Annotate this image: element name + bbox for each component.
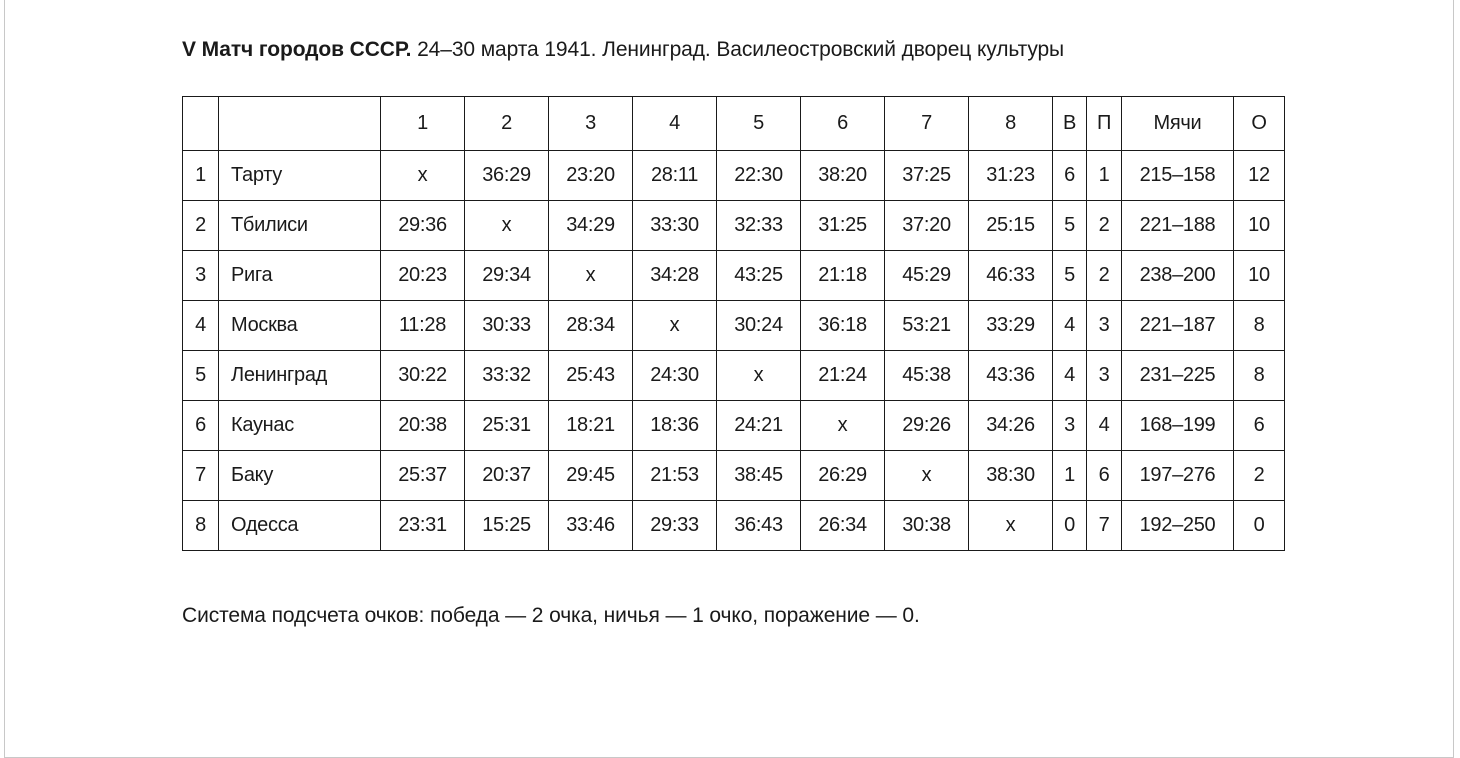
wins: 0 bbox=[1053, 501, 1087, 551]
header-cell: 8 bbox=[969, 97, 1053, 151]
match-result: 46:33 bbox=[969, 251, 1053, 301]
match-result: 53:21 bbox=[885, 301, 969, 351]
losses: 2 bbox=[1087, 201, 1122, 251]
header-cell: О bbox=[1234, 97, 1285, 151]
table-row bbox=[183, 501, 1285, 551]
header-cell: 4 bbox=[633, 97, 717, 151]
header-cell bbox=[183, 97, 219, 151]
match-result: 29:36 bbox=[381, 201, 465, 251]
match-result: 33:46 bbox=[549, 501, 633, 551]
table-row bbox=[183, 251, 1285, 301]
scoring-footnote: Система подсчета очков: победа — 2 очка, ничья — 1 очко, поражение — 0. bbox=[182, 604, 920, 627]
row-number: 7 bbox=[183, 451, 219, 501]
row-number: 8 bbox=[183, 501, 219, 551]
match-result: 29:26 bbox=[885, 401, 969, 451]
balls: 197–276 bbox=[1122, 451, 1234, 501]
header-row bbox=[183, 97, 1285, 151]
header-cell: 1 bbox=[381, 97, 465, 151]
city-name: Каунас bbox=[219, 401, 381, 451]
match-result: 25:37 bbox=[381, 451, 465, 501]
match-result: 31:23 bbox=[969, 151, 1053, 201]
match-result: 25:43 bbox=[549, 351, 633, 401]
table-row bbox=[183, 151, 1285, 201]
match-result: 23:20 bbox=[549, 151, 633, 201]
match-result: 36:18 bbox=[801, 301, 885, 351]
heading-bold: V Матч городов СССР. bbox=[182, 38, 412, 61]
city-name: Тбилиси bbox=[219, 201, 381, 251]
header-cell: П bbox=[1087, 97, 1122, 151]
wins: 5 bbox=[1053, 251, 1087, 301]
page-heading bbox=[182, 36, 1064, 64]
match-result: 30:33 bbox=[465, 301, 549, 351]
match-result: 33:32 bbox=[465, 351, 549, 401]
match-result: 43:36 bbox=[969, 351, 1053, 401]
match-result: 20:23 bbox=[381, 251, 465, 301]
match-result: 21:24 bbox=[801, 351, 885, 401]
table-row bbox=[183, 351, 1285, 401]
match-result: x bbox=[465, 201, 549, 251]
table-row bbox=[183, 401, 1285, 451]
match-result: 25:15 bbox=[969, 201, 1053, 251]
row-number: 3 bbox=[183, 251, 219, 301]
match-result: 18:36 bbox=[633, 401, 717, 451]
match-result: 34:29 bbox=[549, 201, 633, 251]
points: 10 bbox=[1234, 251, 1285, 301]
header-cell: 3 bbox=[549, 97, 633, 151]
points: 2 bbox=[1234, 451, 1285, 501]
match-result: 28:11 bbox=[633, 151, 717, 201]
match-result: 26:29 bbox=[801, 451, 885, 501]
balls: 221–187 bbox=[1122, 301, 1234, 351]
losses: 2 bbox=[1087, 251, 1122, 301]
header-cell: 7 bbox=[885, 97, 969, 151]
match-result: 21:53 bbox=[633, 451, 717, 501]
wins: 6 bbox=[1053, 151, 1087, 201]
wins: 3 bbox=[1053, 401, 1087, 451]
balls: 168–199 bbox=[1122, 401, 1234, 451]
city-name: Ленинград bbox=[219, 351, 381, 401]
points: 12 bbox=[1234, 151, 1285, 201]
match-result: x bbox=[717, 351, 801, 401]
balls: 215–158 bbox=[1122, 151, 1234, 201]
match-result: 34:26 bbox=[969, 401, 1053, 451]
losses: 7 bbox=[1087, 501, 1122, 551]
row-number: 6 bbox=[183, 401, 219, 451]
match-result: 26:34 bbox=[801, 501, 885, 551]
header-cell: В bbox=[1053, 97, 1087, 151]
points: 0 bbox=[1234, 501, 1285, 551]
match-result: 25:31 bbox=[465, 401, 549, 451]
match-result: x bbox=[885, 451, 969, 501]
row-number: 4 bbox=[183, 301, 219, 351]
balls: 231–225 bbox=[1122, 351, 1234, 401]
losses: 1 bbox=[1087, 151, 1122, 201]
match-result: 36:29 bbox=[465, 151, 549, 201]
points: 8 bbox=[1234, 301, 1285, 351]
match-result: 20:37 bbox=[465, 451, 549, 501]
match-result: x bbox=[801, 401, 885, 451]
match-result: 45:29 bbox=[885, 251, 969, 301]
balls: 221–188 bbox=[1122, 201, 1234, 251]
match-result: 28:34 bbox=[549, 301, 633, 351]
match-result: 37:20 bbox=[885, 201, 969, 251]
match-result: 43:25 bbox=[717, 251, 801, 301]
wins: 4 bbox=[1053, 301, 1087, 351]
match-result: 29:34 bbox=[465, 251, 549, 301]
match-result: 29:33 bbox=[633, 501, 717, 551]
match-result: 15:25 bbox=[465, 501, 549, 551]
losses: 3 bbox=[1087, 351, 1122, 401]
losses: 3 bbox=[1087, 301, 1122, 351]
match-result: 32:33 bbox=[717, 201, 801, 251]
match-result: 34:28 bbox=[633, 251, 717, 301]
points: 6 bbox=[1234, 401, 1285, 451]
header-cell: 5 bbox=[717, 97, 801, 151]
match-result: 31:25 bbox=[801, 201, 885, 251]
match-result: 36:43 bbox=[717, 501, 801, 551]
match-result: 22:30 bbox=[717, 151, 801, 201]
losses: 6 bbox=[1087, 451, 1122, 501]
match-result: 11:28 bbox=[381, 301, 465, 351]
row-number: 5 bbox=[183, 351, 219, 401]
header-cell bbox=[219, 97, 381, 151]
city-name: Баку bbox=[219, 451, 381, 501]
table-row bbox=[183, 301, 1285, 351]
balls: 238–200 bbox=[1122, 251, 1234, 301]
points: 10 bbox=[1234, 201, 1285, 251]
table-row bbox=[183, 201, 1285, 251]
match-result: x bbox=[969, 501, 1053, 551]
match-result: 38:20 bbox=[801, 151, 885, 201]
match-result: 38:45 bbox=[717, 451, 801, 501]
city-name: Рига bbox=[219, 251, 381, 301]
match-result: x bbox=[549, 251, 633, 301]
match-result: 30:24 bbox=[717, 301, 801, 351]
heading-rest: 24–30 марта 1941. Ленинград. Василеостровский дворец культуры bbox=[411, 38, 1065, 61]
match-result: 18:21 bbox=[549, 401, 633, 451]
row-number: 1 bbox=[183, 151, 219, 201]
city-name: Москва bbox=[219, 301, 381, 351]
match-result: 33:30 bbox=[633, 201, 717, 251]
match-result: 24:30 bbox=[633, 351, 717, 401]
match-result: 21:18 bbox=[801, 251, 885, 301]
results-table bbox=[182, 96, 1285, 551]
match-result: 20:38 bbox=[381, 401, 465, 451]
header-cell: Мячи bbox=[1122, 97, 1234, 151]
row-number: 2 bbox=[183, 201, 219, 251]
city-name: Тарту bbox=[219, 151, 381, 201]
wins: 1 bbox=[1053, 451, 1087, 501]
table-row bbox=[183, 451, 1285, 501]
header-cell: 2 bbox=[465, 97, 549, 151]
match-result: x bbox=[381, 151, 465, 201]
wins: 5 bbox=[1053, 201, 1087, 251]
city-name: Одесса bbox=[219, 501, 381, 551]
match-result: 38:30 bbox=[969, 451, 1053, 501]
match-result: 29:45 bbox=[549, 451, 633, 501]
match-result: 24:21 bbox=[717, 401, 801, 451]
match-result: 23:31 bbox=[381, 501, 465, 551]
match-result: 45:38 bbox=[885, 351, 969, 401]
header-cell: 6 bbox=[801, 97, 885, 151]
balls: 192–250 bbox=[1122, 501, 1234, 551]
match-result: 30:38 bbox=[885, 501, 969, 551]
wins: 4 bbox=[1053, 351, 1087, 401]
losses: 4 bbox=[1087, 401, 1122, 451]
points: 8 bbox=[1234, 351, 1285, 401]
match-result: 33:29 bbox=[969, 301, 1053, 351]
match-result: 37:25 bbox=[885, 151, 969, 201]
match-result: 30:22 bbox=[381, 351, 465, 401]
match-result: x bbox=[633, 301, 717, 351]
